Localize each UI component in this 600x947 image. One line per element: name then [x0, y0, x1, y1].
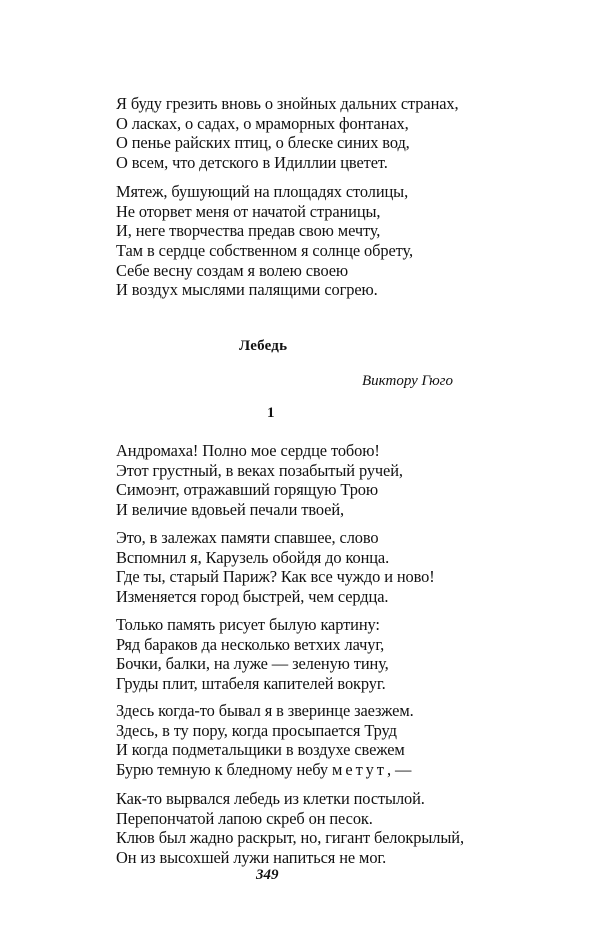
previous-poem-stanza — [116, 182, 556, 300]
poem-stanza — [116, 528, 556, 607]
verse-line: Ряд бараков да несколько ветхих лачуг, — [116, 634, 385, 654]
verse-line: Этот грустный, в веках позабытый ручей, — [116, 460, 403, 480]
verse-line: И величие вдовьей печали твоей, — [116, 500, 344, 520]
verse-line — [116, 760, 556, 780]
verse-line: Груды плит, штабеля капителей вокруг. — [116, 674, 386, 694]
poem-title: Лебедь — [239, 338, 288, 354]
page-number: 349 — [256, 867, 279, 883]
verse-line: Там в сердце собственном я солнце обрету, — [116, 241, 413, 261]
verse-line: Как-то вырвался лебедь из клетки постылой. — [116, 789, 425, 808]
verse-line: Бочки, балки, на луже — зеленую тину, — [116, 654, 389, 674]
verse-line: О пенье райских птиц, о блеске синих вод, — [116, 133, 410, 153]
verse-line: Мятеж, бушующий на площадях столицы, — [116, 182, 409, 201]
verse-line: Клюв был жадно раскрыт, но, гигант белокрылый, — [116, 828, 464, 848]
verse-line: Только память рисует былую картину: — [116, 615, 380, 634]
verse-line: Здесь, в ту пору, когда просыпается Труд — [116, 720, 397, 740]
poem-part-number: 1 — [267, 405, 275, 421]
poem-stanza — [116, 789, 556, 868]
verse-line: И когда подметальщики в воздухе свежем — [116, 740, 405, 760]
verse-line: О ласках, о садах, о мраморных фонтанах, — [116, 113, 409, 133]
verse-line: Я буду грезить вновь о знойных дальних странах, — [116, 94, 459, 113]
verse-line: Перепончатой лапою скреб он песок. — [116, 808, 373, 828]
verse-line: Вспомнил я, Карузель обойдя до конца. — [116, 547, 390, 567]
poem-dedication: Виктору Гюго — [362, 373, 454, 389]
poem-stanza — [116, 701, 556, 780]
poem-stanza — [116, 615, 556, 694]
spaced-word: метут — [332, 760, 387, 780]
verse-line-end: , — — [386, 760, 412, 780]
verse-line: И, неге творчества предав свою мечту, — [116, 221, 381, 241]
verse-line: Изменяется город быстрей, чем сердца. — [116, 587, 389, 607]
verse-line: Не оторвет меня от начатой страницы, — [116, 201, 381, 221]
verse-line: Андромаха! Полно мое сердце тобою! — [116, 441, 380, 460]
poem-stanza — [116, 441, 556, 520]
verse-line: И воздух мыслями палящими согрею. — [116, 280, 378, 300]
verse-line: Это, в залежах памяти спавшее, слово — [116, 528, 379, 547]
verse-line: Себе весну создам я волею своею — [116, 260, 349, 280]
verse-line: Он из высохшей лужи напиться не мог. — [116, 848, 387, 868]
verse-line: Где ты, старый Париж? Как все чуждо и ново! — [116, 567, 435, 587]
verse-line: Симоэнт, отражавший горящую Трою — [116, 480, 379, 500]
previous-poem-stanza — [116, 94, 556, 173]
verse-line: Здесь когда-то бывал я в зверинце заезжем. — [116, 701, 414, 720]
verse-line: О всем, что детского в Идиллии цветет. — [116, 153, 388, 173]
verse-line-start: Бурю темную к бледному небу — [116, 760, 329, 780]
